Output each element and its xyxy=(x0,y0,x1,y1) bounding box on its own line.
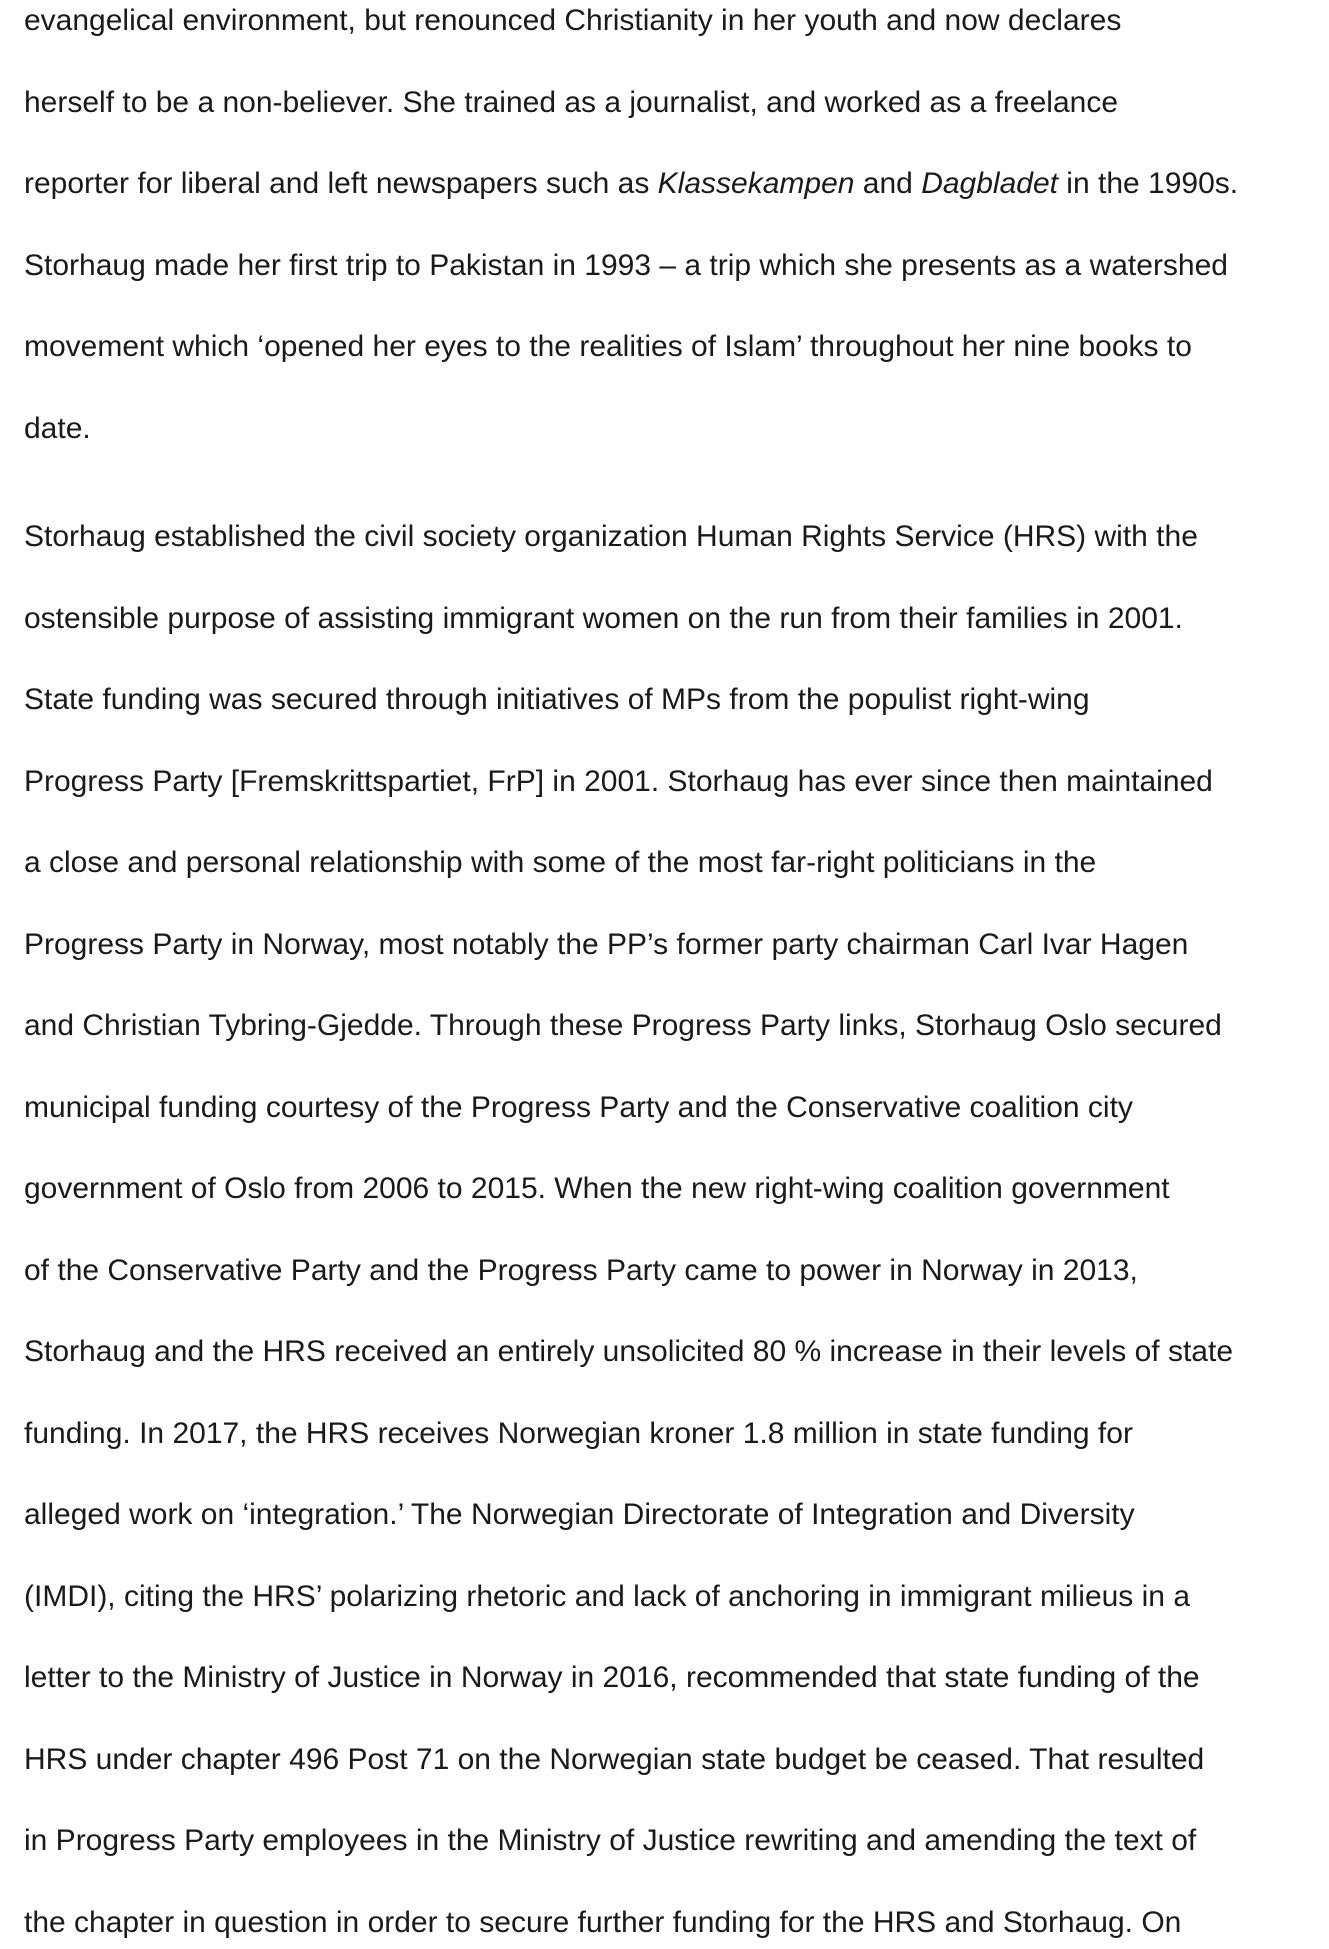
text-line xyxy=(24,1011,1222,1041)
text-segment: reporter for liberal and left newspapers such as xyxy=(24,167,658,200)
text-line xyxy=(24,1905,1182,1939)
text-line xyxy=(24,848,1096,878)
text-line xyxy=(24,1663,1200,1693)
text-segment: Progress Party in Norway, most notably the PP’s former party chairman Carl Ivar Hagen xyxy=(24,927,1189,961)
text-line xyxy=(24,1826,1196,1856)
text-line xyxy=(24,522,1198,552)
text-segment: movement which ‘opened her eyes to the realities of Islam’ throughout her nine books to xyxy=(24,330,1192,363)
text-line xyxy=(24,85,1119,119)
text-line xyxy=(24,1500,1135,1530)
text-segment: (IMDI), citing the HRS’ polarizing rhetoric and lack of anchoring in immigrant milieus in a xyxy=(24,1579,1191,1613)
text-segment: in the 1990s. xyxy=(1057,167,1239,200)
text-line xyxy=(24,1174,1170,1204)
text-segment: the chapter in question in order to secure further funding for the HRS and Storhaug. On xyxy=(24,1905,1182,1939)
text-segment: date. xyxy=(24,411,91,445)
text-line xyxy=(24,1337,1233,1367)
text-segment: Storhaug established the civil society organization Human Rights Service (HRS) with the xyxy=(24,520,1198,553)
italic-text: Dagbladet xyxy=(921,167,1058,200)
text-segment: funding. In 2017, the HRS receives Norwegian kroner 1.8 million in state funding for xyxy=(24,1416,1133,1450)
text-segment: HRS under chapter 496 Post 71 on the Norwegian state budget be ceased. That resulted xyxy=(24,1742,1205,1776)
text-line xyxy=(24,1579,1191,1613)
text-line xyxy=(24,6,1121,36)
text-line xyxy=(24,1253,1138,1287)
text-segment: alleged work on ‘integration.’ The Norwegian Directorate of Integration and Diversity xyxy=(24,1498,1135,1531)
text-line xyxy=(24,601,1183,635)
text-line xyxy=(24,411,91,445)
text-line xyxy=(24,764,1213,798)
text-segment: Progress Party [Fremskrittspartiet, FrP] in 2001. Storhaug has ever since then maintained xyxy=(24,764,1213,798)
text-segment: and Christian Tybring-Gjedde. Through these Progress Party links, Storhaug Oslo secured xyxy=(24,1009,1222,1042)
text-line xyxy=(24,169,1238,199)
text-segment: a close and personal relationship with some of the most far-right politicians in the xyxy=(24,846,1097,879)
text-segment: ostensible purpose of assisting immigrant women on the run from their families in 2001. xyxy=(24,601,1183,635)
text-line xyxy=(24,248,1228,282)
text-segment: evangelical environment, but renounced Christianity in her youth and now declares xyxy=(24,4,1122,37)
text-segment: Storhaug made her first trip to Pakistan in 1993 – a trip which she presents as a watershed xyxy=(24,248,1228,282)
text-segment: of the Conservative Party and the Progress Party came to power in Norway in 2013, xyxy=(24,1253,1138,1287)
italic-text: Klassekampen xyxy=(657,167,855,200)
text-line xyxy=(24,685,1090,715)
text-segment: government of Oslo from 2006 to 2015. When the new right-wing coalition government xyxy=(24,1172,1170,1205)
text-segment: herself to be a non-believer. She trained as a journalist, and worked as a freelance xyxy=(24,85,1119,119)
text-segment: municipal funding courtesy of the Progress Party and the Conservative coalition city xyxy=(24,1090,1133,1124)
text-segment: State funding was secured through initiatives of MPs from the populist right-wing xyxy=(24,683,1090,716)
text-segment: in Progress Party employees in the Ministry of Justice rewriting and amending the text of xyxy=(24,1824,1197,1857)
text-segment: letter to the Ministry of Justice in Norway in 2016, recommended that state funding of the xyxy=(24,1661,1200,1694)
text-line xyxy=(24,927,1189,961)
text-segment: Storhaug and the HRS received an entirely unsolicited 80 % increase in their levels of state xyxy=(24,1335,1234,1368)
text-line xyxy=(24,1416,1133,1450)
text-segment: and xyxy=(854,167,922,200)
text-line xyxy=(24,332,1192,362)
text-line xyxy=(24,1742,1205,1776)
text-line xyxy=(24,1090,1133,1124)
